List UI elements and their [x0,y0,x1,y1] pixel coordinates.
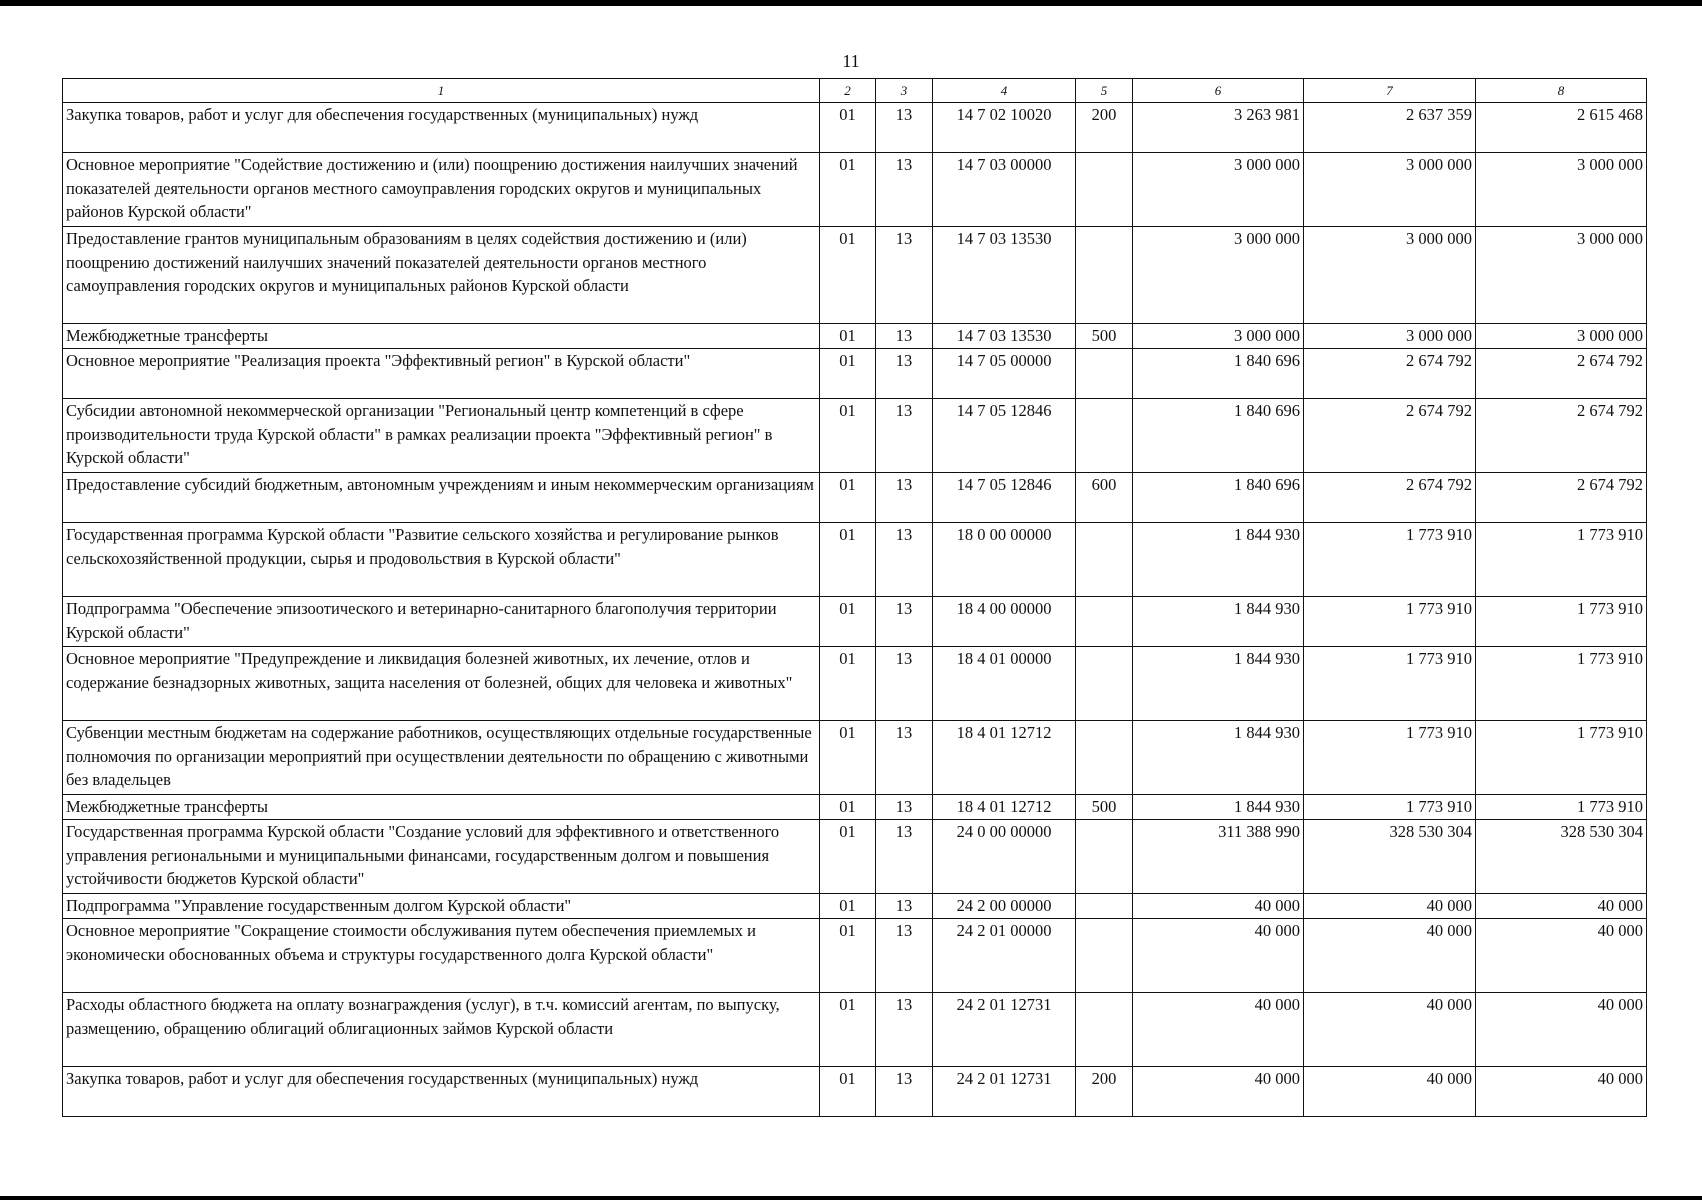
row-section: 01 [820,820,876,894]
row-amount-col6: 40 000 [1133,919,1304,993]
row-amount-col8: 40 000 [1476,894,1647,919]
table-row [63,795,1647,820]
row-subsection: 13 [876,597,933,647]
row-amount-col6: 1 844 930 [1133,597,1304,647]
row-amount-col7: 40 000 [1304,919,1476,993]
row-name: Подпрограмма "Управление государственным долгом Курской области" [63,894,820,919]
row-amount-col8: 40 000 [1476,993,1647,1067]
row-subsection: 13 [876,894,933,919]
row-amount-col8: 328 530 304 [1476,820,1647,894]
row-name: Государственная программа Курской области "Создание условий для эффективного и ответственного управления региональными и муниципальными финансами, государственным долгом и повышения устойчивости бюджетов Курской области" [63,820,820,894]
row-amount-col8: 3 000 000 [1476,324,1647,349]
row-subsection: 13 [876,399,933,473]
row-name: Предоставление грантов муниципальным образованиям в целях содействия достижению и (или) поощрению достижений наилучших значений показателей деятельности органов местного самоуправления городских округов и муниципальных районов Курской области [63,227,820,324]
row-amount-col8: 1 773 910 [1476,721,1647,795]
row-name: Основное мероприятие "Реализация проекта "Эффективный регион" в Курской области" [63,349,820,399]
row-section: 01 [820,349,876,399]
table-row [63,721,1647,795]
row-expense-type [1076,820,1133,894]
row-target-article: 14 7 05 12846 [933,473,1076,523]
row-section: 01 [820,647,876,721]
row-section: 01 [820,919,876,993]
row-amount-col8: 2 674 792 [1476,399,1647,473]
row-expense-type [1076,919,1133,993]
row-subsection: 13 [876,153,933,227]
row-name: Государственная программа Курской области "Развитие сельского хозяйства и регулирование рынков сельскохозяйственной продукции, сырья и продовольствия в Курской области" [63,523,820,597]
row-name: Основное мероприятие "Сокращение стоимости обслуживания путем обеспечения приемлемых и экономически обоснованных объема и структуры государственного долга Курской области" [63,919,820,993]
row-expense-type [1076,647,1133,721]
row-amount-col6: 1 840 696 [1133,399,1304,473]
row-target-article: 18 0 00 00000 [933,523,1076,597]
header-col-5: 5 [1076,79,1133,103]
row-amount-col6: 3 263 981 [1133,103,1304,153]
header-col-6: 6 [1133,79,1304,103]
table-row [63,1067,1647,1117]
table-row [63,597,1647,647]
row-section: 01 [820,103,876,153]
row-amount-col8: 1 773 910 [1476,523,1647,597]
row-amount-col8: 1 773 910 [1476,647,1647,721]
row-expense-type: 600 [1076,473,1133,523]
row-name: Расходы областного бюджета на оплату вознаграждения (услуг), в т.ч. комиссий агентам, по выпуску, размещению, обращению облигаций облигационных займов Курской области [63,993,820,1067]
row-amount-col8: 1 773 910 [1476,795,1647,820]
row-amount-col6: 3 000 000 [1133,227,1304,324]
row-subsection: 13 [876,103,933,153]
row-target-article: 24 2 01 12731 [933,993,1076,1067]
row-target-article: 24 2 01 00000 [933,919,1076,993]
row-amount-col6: 40 000 [1133,894,1304,919]
row-subsection: 13 [876,523,933,597]
row-subsection: 13 [876,919,933,993]
row-amount-col7: 3 000 000 [1304,153,1476,227]
row-subsection: 13 [876,1067,933,1117]
header-col-3: 3 [876,79,933,103]
row-section: 01 [820,324,876,349]
row-name: Предоставление субсидий бюджетным, автономным учреждениям и иным некоммерческим организациям [63,473,820,523]
row-expense-type: 200 [1076,103,1133,153]
scan-border-bottom [0,1196,1702,1200]
row-section: 01 [820,523,876,597]
row-section: 01 [820,153,876,227]
table-row [63,153,1647,227]
row-name: Субсидии автономной некоммерческой организации "Региональный центр компетенций в сфере производительности труда Курской области" в рамках реализации проекта "Эффективный регион" в Курской области" [63,399,820,473]
row-amount-col7: 1 773 910 [1304,795,1476,820]
row-amount-col6: 40 000 [1133,993,1304,1067]
row-amount-col7: 328 530 304 [1304,820,1476,894]
row-amount-col8: 1 773 910 [1476,597,1647,647]
row-amount-col7: 40 000 [1304,993,1476,1067]
row-expense-type [1076,227,1133,324]
table-row [63,523,1647,597]
row-target-article: 18 4 00 00000 [933,597,1076,647]
row-subsection: 13 [876,721,933,795]
row-amount-col6: 1 844 930 [1133,795,1304,820]
row-target-article: 14 7 05 00000 [933,349,1076,399]
row-amount-col8: 2 615 468 [1476,103,1647,153]
row-expense-type [1076,894,1133,919]
row-name: Подпрограмма "Обеспечение эпизоотического и ветеринарно-санитарного благополучия территории Курской области" [63,597,820,647]
row-amount-col7: 2 674 792 [1304,349,1476,399]
row-section: 01 [820,227,876,324]
row-amount-col7: 2 674 792 [1304,473,1476,523]
row-amount-col8: 3 000 000 [1476,153,1647,227]
row-expense-type [1076,399,1133,473]
row-name: Межбюджетные трансферты [63,795,820,820]
row-amount-col7: 1 773 910 [1304,647,1476,721]
row-target-article: 24 0 00 00000 [933,820,1076,894]
table-row [63,894,1647,919]
row-subsection: 13 [876,820,933,894]
row-expense-type: 200 [1076,1067,1133,1117]
row-amount-col7: 1 773 910 [1304,523,1476,597]
row-target-article: 18 4 01 00000 [933,647,1076,721]
row-amount-col8: 40 000 [1476,919,1647,993]
row-section: 01 [820,795,876,820]
row-section: 01 [820,1067,876,1117]
row-subsection: 13 [876,993,933,1067]
row-amount-col7: 1 773 910 [1304,597,1476,647]
row-subsection: 13 [876,227,933,324]
row-name: Межбюджетные трансферты [63,324,820,349]
row-amount-col6: 40 000 [1133,1067,1304,1117]
row-target-article: 24 2 01 12731 [933,1067,1076,1117]
row-amount-col6: 1 840 696 [1133,349,1304,399]
row-amount-col6: 1 844 930 [1133,721,1304,795]
row-subsection: 13 [876,795,933,820]
budget-table [62,78,1647,1117]
header-col-2: 2 [820,79,876,103]
header-col-8: 8 [1476,79,1647,103]
row-amount-col8: 3 000 000 [1476,227,1647,324]
row-subsection: 13 [876,647,933,721]
table-row [63,820,1647,894]
table-row [63,993,1647,1067]
row-name: Закупка товаров, работ и услуг для обеспечения государственных (муниципальных) нужд [63,103,820,153]
row-expense-type [1076,597,1133,647]
scan-border-top [0,0,1702,6]
row-amount-col8: 2 674 792 [1476,473,1647,523]
header-col-7: 7 [1304,79,1476,103]
table-row [63,647,1647,721]
header-col-1: 1 [63,79,820,103]
row-amount-col7: 3 000 000 [1304,324,1476,349]
row-target-article: 24 2 00 00000 [933,894,1076,919]
row-target-article: 14 7 05 12846 [933,399,1076,473]
row-amount-col7: 1 773 910 [1304,721,1476,795]
row-section: 01 [820,721,876,795]
header-row [63,79,1647,103]
row-target-article: 14 7 03 13530 [933,227,1076,324]
row-target-article: 14 7 02 10020 [933,103,1076,153]
row-amount-col8: 40 000 [1476,1067,1647,1117]
row-amount-col8: 2 674 792 [1476,349,1647,399]
page-number: 11 [842,51,860,71]
row-amount-col6: 1 844 930 [1133,647,1304,721]
row-amount-col7: 40 000 [1304,1067,1476,1117]
row-expense-type: 500 [1076,324,1133,349]
table-row [63,227,1647,324]
row-amount-col7: 2 637 359 [1304,103,1476,153]
row-amount-col6: 3 000 000 [1133,324,1304,349]
row-subsection: 13 [876,349,933,399]
row-expense-type [1076,993,1133,1067]
row-amount-col7: 2 674 792 [1304,399,1476,473]
row-section: 01 [820,399,876,473]
row-amount-col7: 3 000 000 [1304,227,1476,324]
row-name: Основное мероприятие "Содействие достижению и (или) поощрению достижения наилучших значений показателей деятельности органов местного самоуправления городских округов и муниципальных районов Курской области" [63,153,820,227]
row-section: 01 [820,993,876,1067]
row-expense-type [1076,153,1133,227]
row-subsection: 13 [876,473,933,523]
table-row [63,349,1647,399]
row-target-article: 14 7 03 00000 [933,153,1076,227]
row-name: Субвенции местным бюджетам на содержание работников, осуществляющих отдельные государственные полномочия по организации мероприятий при осуществлении деятельности по обращению с животными без владельцев [63,721,820,795]
row-amount-col6: 1 840 696 [1133,473,1304,523]
row-amount-col6: 1 844 930 [1133,523,1304,597]
table-row [63,473,1647,523]
header-col-4: 4 [933,79,1076,103]
table-row [63,919,1647,993]
row-amount-col6: 311 388 990 [1133,820,1304,894]
row-target-article: 14 7 03 13530 [933,324,1076,349]
row-expense-type [1076,523,1133,597]
row-expense-type [1076,349,1133,399]
row-section: 01 [820,597,876,647]
row-amount-col7: 40 000 [1304,894,1476,919]
row-expense-type: 500 [1076,795,1133,820]
row-target-article: 18 4 01 12712 [933,795,1076,820]
row-expense-type [1076,721,1133,795]
table-row [63,399,1647,473]
row-amount-col6: 3 000 000 [1133,153,1304,227]
table-row [63,103,1647,153]
row-target-article: 18 4 01 12712 [933,721,1076,795]
row-name: Закупка товаров, работ и услуг для обеспечения государственных (муниципальных) нужд [63,1067,820,1117]
row-section: 01 [820,894,876,919]
table-row [63,324,1647,349]
row-name: Основное мероприятие "Предупреждение и ликвидация болезней животных, их лечение, отлов и содержание безнадзорных животных, защита населения от болезней, общих для человека и животных" [63,647,820,721]
row-subsection: 13 [876,324,933,349]
row-section: 01 [820,473,876,523]
